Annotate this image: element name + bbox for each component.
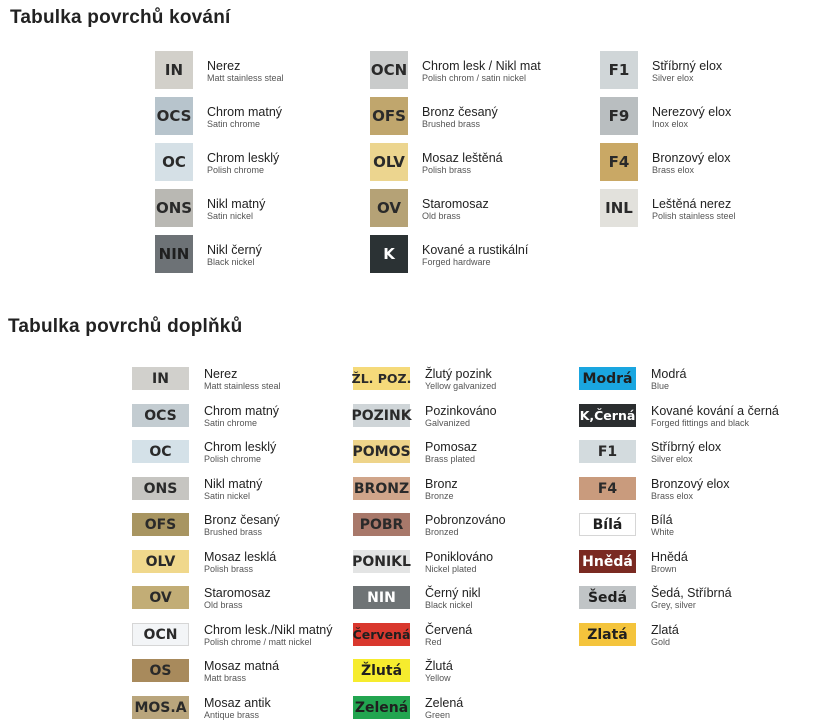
- finish-english-name: Old brass: [204, 600, 243, 610]
- finish-label: [651, 367, 686, 392]
- finish-label: [425, 513, 506, 538]
- finish-english-name: Brushed brass: [422, 119, 481, 129]
- finish-swatch: NIN: [155, 235, 193, 273]
- finish-name: Šedá, Stříbrná: [651, 586, 732, 600]
- finish-name: Mosaz leštěná: [422, 151, 503, 165]
- finish-english-name: Old brass: [422, 211, 461, 221]
- finish-english-name: Nickel plated: [425, 564, 477, 574]
- finish-label: [422, 243, 528, 268]
- finish-label: [204, 659, 279, 684]
- finish-swatch: POMOS: [353, 440, 410, 463]
- finish-swatch: OC: [132, 440, 189, 463]
- finish-english-name: Blue: [651, 381, 670, 391]
- finish-swatch: F9: [600, 97, 638, 135]
- finish-name: Žlutá: [425, 659, 453, 673]
- finish-label: [204, 550, 276, 575]
- finish-label: [425, 623, 472, 648]
- finish-name: Modrá: [651, 367, 687, 381]
- finish-swatch: OS: [132, 659, 189, 682]
- finish-swatch: OLV: [370, 143, 408, 181]
- finish-name: Staromosaz: [204, 586, 271, 600]
- finish-label: [204, 696, 271, 721]
- finish-english-name: Brown: [651, 564, 677, 574]
- finish-swatch: IN: [132, 367, 189, 390]
- finish-name: Chrom lesklý: [207, 151, 280, 165]
- finish-english-name: Brushed brass: [204, 527, 263, 537]
- finish-label: [204, 404, 279, 429]
- finish-swatch: OFS: [370, 97, 408, 135]
- finish-name: Stříbrný elox: [651, 440, 722, 454]
- finish-english-name: Bronzed: [425, 527, 459, 537]
- finish-name: Mosaz matná: [204, 659, 280, 673]
- finish-english-name: Gold: [651, 637, 671, 647]
- finish-label: [652, 151, 731, 176]
- finish-label: [651, 586, 732, 611]
- finish-label: [207, 197, 265, 222]
- finish-english-name: Forged fittings and black: [651, 418, 750, 428]
- finish-swatch: INL: [600, 189, 638, 227]
- finish-label: [651, 513, 674, 538]
- finish-label: [425, 586, 481, 611]
- finish-label: [425, 440, 477, 465]
- finish-name: Kované a rustikální: [422, 243, 529, 257]
- finish-swatch: Bílá: [579, 513, 636, 536]
- finish-english-name: Grey, silver: [651, 600, 696, 610]
- finish-english-name: Antique brass: [204, 710, 260, 720]
- finish-english-name: Polish chrome / matt nickel: [204, 637, 312, 647]
- finish-name: Nerezový elox: [652, 105, 732, 119]
- finish-name: Bronzový elox: [652, 151, 731, 165]
- finish-label: [422, 151, 503, 176]
- finish-name: Zlatá: [651, 623, 679, 637]
- finish-name: Bronz česaný: [204, 513, 280, 527]
- finish-name: Červená: [425, 623, 473, 637]
- finish-english-name: White: [651, 527, 675, 537]
- finish-english-name: Brass plated: [425, 454, 476, 464]
- finish-swatch: Zlatá: [579, 623, 636, 646]
- finish-name: Pomosaz: [425, 440, 478, 454]
- finish-swatch: K: [370, 235, 408, 273]
- finish-english-name: Red: [425, 637, 442, 647]
- finish-label: [651, 477, 730, 502]
- finish-swatch: F1: [579, 440, 636, 463]
- finish-label: [425, 659, 453, 684]
- finish-english-name: Polish brass: [422, 165, 472, 175]
- finish-label: [204, 440, 276, 465]
- finish-swatch: IN: [155, 51, 193, 89]
- finish-english-name: Matt brass: [204, 673, 247, 683]
- finish-label: [652, 197, 736, 222]
- finish-english-name: Forged hardware: [422, 257, 491, 267]
- finish-name: Černý nikl: [425, 586, 481, 600]
- finish-english-name: Black nickel: [425, 600, 473, 610]
- finish-name: Nikl matný: [204, 477, 263, 491]
- finish-english-name: Brass elox: [652, 165, 695, 175]
- finish-english-name: Polish chrom / satin nickel: [422, 73, 527, 83]
- finish-english-name: Polish chrome: [204, 454, 262, 464]
- finish-name: Žlutý pozink: [425, 367, 492, 381]
- finish-label: [207, 59, 284, 84]
- finish-swatch: OV: [370, 189, 408, 227]
- finish-name: Chrom matný: [204, 404, 280, 418]
- finish-english-name: Bronze: [425, 491, 454, 501]
- finish-name: Chrom lesklý: [204, 440, 277, 454]
- finish-english-name: Galvanized: [425, 418, 471, 428]
- finish-label: [207, 151, 279, 176]
- finish-english-name: Matt stainless steal: [207, 73, 284, 83]
- finish-name: Pobronzováno: [425, 513, 506, 527]
- finish-english-name: Polish chrome: [207, 165, 265, 175]
- finish-name: Nerez: [207, 59, 241, 73]
- finish-swatch: ONS: [155, 189, 193, 227]
- finish-label: [425, 367, 496, 392]
- finish-english-name: Satin chrome: [207, 119, 261, 129]
- finish-english-name: Satin chrome: [204, 418, 258, 428]
- finish-label: [425, 550, 493, 575]
- finish-swatch: Modrá: [579, 367, 636, 390]
- finish-name: Zelená: [425, 696, 464, 710]
- finish-name: Bronz česaný: [422, 105, 498, 119]
- finish-name: Chrom lesk / Nikl mat: [422, 59, 541, 73]
- finish-swatch: OC: [155, 143, 193, 181]
- finish-english-name: Green: [425, 710, 451, 720]
- finish-label: [651, 440, 721, 465]
- finish-name: Stříbrný elox: [652, 59, 723, 73]
- finish-swatch: OFS: [132, 513, 189, 536]
- finish-swatch: Červená: [353, 623, 410, 646]
- finish-swatch: PONIKL: [353, 550, 410, 573]
- finish-name: Hnědá: [651, 550, 688, 564]
- finish-swatch: ONS: [132, 477, 189, 500]
- finish-label: [422, 105, 498, 130]
- finish-label: [652, 59, 722, 84]
- section1-title: Tabulka povrchů kování: [10, 7, 231, 28]
- finish-swatch: NIN: [353, 586, 410, 609]
- finish-english-name: Satin nickel: [204, 491, 251, 501]
- finish-label: [204, 367, 281, 392]
- finish-name: Nerez: [204, 367, 238, 381]
- finish-english-name: Yellow: [425, 673, 451, 683]
- finish-name: Chrom matný: [207, 105, 283, 119]
- finish-name: Leštěná nerez: [652, 197, 732, 211]
- finish-english-name: Silver elox: [651, 454, 693, 464]
- finish-swatch: POZINK: [353, 404, 410, 427]
- finish-english-name: Polish brass: [204, 564, 254, 574]
- finish-swatch: Zelená: [353, 696, 410, 719]
- finish-name: Nikl matný: [207, 197, 266, 211]
- finish-label: [204, 477, 262, 502]
- finish-english-name: Matt stainless steal: [204, 381, 281, 391]
- finish-english-name: Yellow galvanized: [425, 381, 497, 391]
- finish-english-name: Brass elox: [651, 491, 694, 501]
- finish-label: [651, 623, 679, 648]
- finish-name: Staromosaz: [422, 197, 489, 211]
- finish-english-name: Inox elox: [652, 119, 689, 129]
- finish-label: [204, 513, 280, 538]
- finish-label: [422, 197, 489, 222]
- finish-label: [207, 243, 262, 268]
- finish-swatch: MOS.A: [132, 696, 189, 719]
- finish-name: Bronz: [425, 477, 458, 491]
- finish-swatch: OCN: [132, 623, 189, 646]
- finish-label: [425, 477, 458, 502]
- finish-swatch: OCN: [370, 51, 408, 89]
- finish-name: Mosaz lesklá: [204, 550, 277, 564]
- finish-english-name: Satin nickel: [207, 211, 254, 221]
- finish-label: [422, 59, 541, 84]
- finish-name: Mosaz antik: [204, 696, 271, 710]
- finish-swatch: OV: [132, 586, 189, 609]
- finish-swatch: OCS: [155, 97, 193, 135]
- finish-swatch: BRONZ: [353, 477, 410, 500]
- section2-title: Tabulka povrchů doplňků: [8, 316, 243, 337]
- finish-english-name: Black nickel: [207, 257, 255, 267]
- finish-swatch: OCS: [132, 404, 189, 427]
- finish-name: Chrom lesk./Nikl matný: [204, 623, 333, 637]
- finish-label: [651, 550, 688, 575]
- finish-swatch: Hnědá: [579, 550, 636, 573]
- finish-swatch: POBR: [353, 513, 410, 536]
- finish-swatch: F4: [600, 143, 638, 181]
- finish-swatch: F4: [579, 477, 636, 500]
- finish-swatch: Šedá: [579, 586, 636, 609]
- finish-name: Nikl černý: [207, 243, 262, 257]
- finish-swatch: K,Černá: [579, 404, 636, 427]
- finish-swatch: ŽL. POZ.: [353, 367, 410, 390]
- finish-swatch: F1: [600, 51, 638, 89]
- finish-label: [651, 404, 779, 429]
- finish-label: [204, 623, 333, 648]
- finish-label: [425, 404, 497, 429]
- finish-label: [204, 586, 271, 611]
- finish-name: Bronzový elox: [651, 477, 730, 491]
- finish-label: [652, 105, 731, 130]
- finish-name: Poniklováno: [425, 550, 494, 564]
- finish-swatch: OLV: [132, 550, 189, 573]
- finish-english-name: Silver elox: [652, 73, 694, 83]
- finish-label: [425, 696, 463, 721]
- finish-swatch: Žlutá: [353, 659, 410, 682]
- finish-english-name: Polish stainless steel: [652, 211, 736, 221]
- finish-name: Bílá: [651, 513, 673, 527]
- finish-label: [207, 105, 282, 130]
- finish-name: Kované kování a černá: [651, 404, 779, 418]
- finish-name: Pozinkováno: [425, 404, 497, 418]
